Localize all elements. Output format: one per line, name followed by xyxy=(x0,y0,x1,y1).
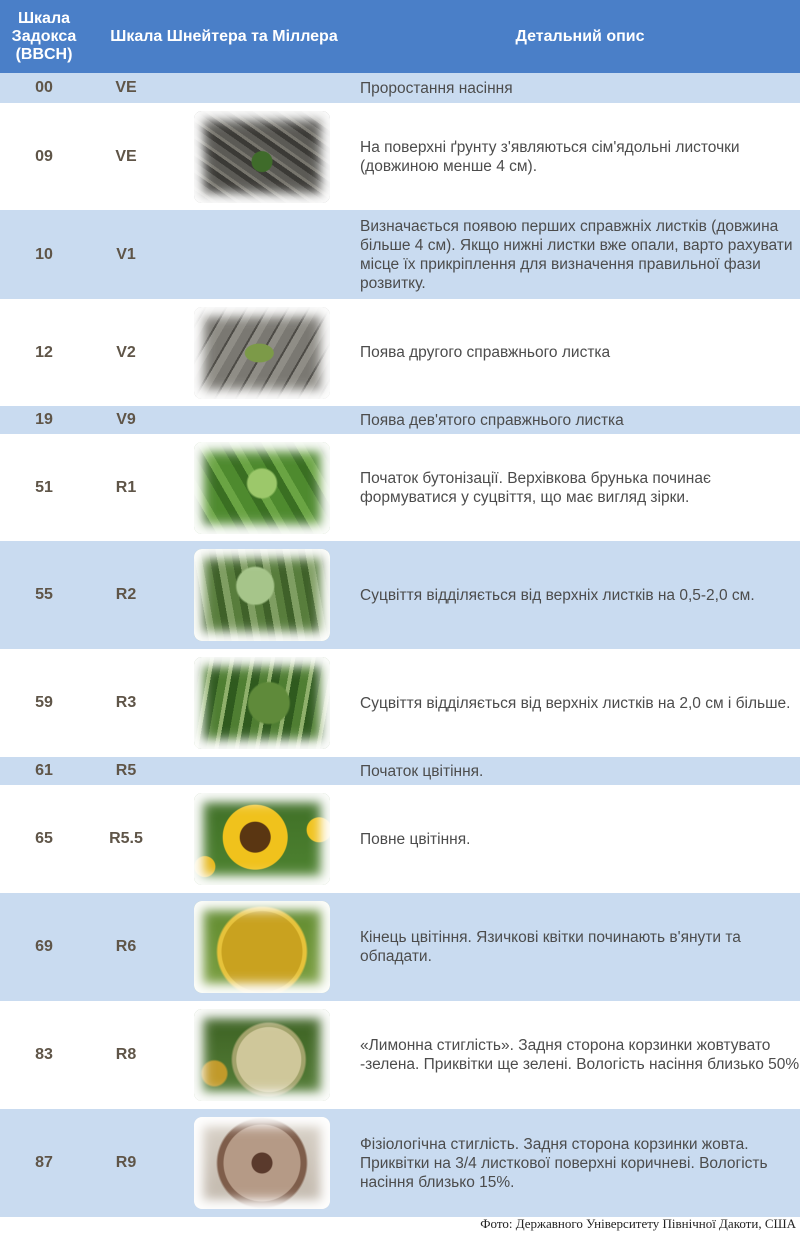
stage-code: V2 xyxy=(88,299,164,406)
photo-cell xyxy=(164,785,360,893)
stage-description: Поява другого справжнього листка xyxy=(360,299,800,406)
zadoks-code: 19 xyxy=(0,406,88,434)
table-row xyxy=(0,1001,800,1109)
table-row xyxy=(0,210,800,299)
photo-cell xyxy=(164,406,360,434)
zadoks-code: 12 xyxy=(0,299,88,406)
header-zadoks-scale: Шкала Задокса (BBCH) xyxy=(0,0,88,73)
stage-code: VE xyxy=(88,103,164,210)
stage-description: Визначається появою перших справжніх листків (довжина більше 4 см). Якщо нижні листки вже опали, варто рахувати місце їх прикріплення для визначення правильної фази розвитку. xyxy=(360,210,800,299)
stage-code: R9 xyxy=(88,1109,164,1217)
zadoks-code: 69 xyxy=(0,893,88,1001)
stage-description: Проростання насіння xyxy=(360,73,800,103)
photo-cell xyxy=(164,103,360,210)
stage-code: V9 xyxy=(88,406,164,434)
table-row xyxy=(0,434,800,541)
seedling-photo xyxy=(194,111,330,203)
table-row xyxy=(0,757,800,785)
photo-cell xyxy=(164,1001,360,1109)
table-row xyxy=(0,785,800,893)
table-header-row xyxy=(0,0,800,73)
table-row xyxy=(0,649,800,757)
stage-code: R1 xyxy=(88,434,164,541)
zadoks-code: 87 xyxy=(0,1109,88,1217)
inflorescence-photo xyxy=(194,549,330,641)
zadoks-code: 00 xyxy=(0,73,88,103)
stage-description: Початок бутонізації. Верхівкова брунька починає формуватися у суцвіття, що має вигляд зірки. xyxy=(360,434,800,541)
photo-cell xyxy=(164,73,360,103)
table-row xyxy=(0,299,800,406)
stage-code: R3 xyxy=(88,649,164,757)
photo-cell xyxy=(164,541,360,649)
stage-description xyxy=(360,1001,800,1109)
table-row xyxy=(0,893,800,1001)
zadoks-code: 61 xyxy=(0,757,88,785)
stage-code: R8 xyxy=(88,1001,164,1109)
photo-cell xyxy=(164,893,360,1001)
description-line: «Лимонна стиглість». Задня сторона корзинки жовтувато xyxy=(360,1037,771,1054)
photo-cell xyxy=(164,299,360,406)
description-line: -зелена. Приквітки ще зелені. Вологість насіння близько 50% xyxy=(360,1056,800,1073)
photo-credit: Фото: Державного Університету Північної Дакоти, США xyxy=(480,1216,796,1231)
stage-code: R2 xyxy=(88,541,164,649)
zadoks-code: 55 xyxy=(0,541,88,649)
bud-photo xyxy=(194,442,330,534)
table-row xyxy=(0,1109,800,1217)
physiological-maturity-photo xyxy=(194,1117,330,1209)
photo-cell xyxy=(164,1109,360,1217)
header-schneiter-miller-scale: Шкала Шнейтера та Міллера xyxy=(88,0,360,73)
stage-code: R5 xyxy=(88,757,164,785)
stage-code: R6 xyxy=(88,893,164,1001)
stage-code: R5.5 xyxy=(88,785,164,893)
stage-description: Початок цвітіння. xyxy=(360,757,800,785)
stage-code: V1 xyxy=(88,210,164,299)
young-plant-photo xyxy=(194,307,330,399)
header-detailed-description: Детальний опис xyxy=(360,0,800,73)
stage-description: Кінець цвітіння. Язичкові квітки починають в'янути та обпадати. xyxy=(360,893,800,1001)
stage-description: Суцвіття відділяється від верхніх листків на 0,5-2,0 см. xyxy=(360,541,800,649)
zadoks-code: 83 xyxy=(0,1001,88,1109)
zadoks-code: 09 xyxy=(0,103,88,210)
zadoks-code: 65 xyxy=(0,785,88,893)
full-bloom-photo xyxy=(194,793,330,885)
zadoks-code: 59 xyxy=(0,649,88,757)
stage-description: Фізіологічна стиглість. Задня сторона корзинки жовта. Приквітки на 3/4 листкової поверхні коричневі. Вологість насіння близько 15%. xyxy=(360,1109,800,1217)
table-row xyxy=(0,406,800,434)
stage-description: Суцвіття відділяється від верхніх листків на 2,0 см і більше. xyxy=(360,649,800,757)
zadoks-code: 10 xyxy=(0,210,88,299)
stage-description: На поверхні ґрунту з'являються сім'ядольні листочки (довжиною менше 4 см). xyxy=(360,103,800,210)
photo-cell xyxy=(164,649,360,757)
stage-description: Поява дев'ятого справжнього листка xyxy=(360,406,800,434)
table-row xyxy=(0,541,800,649)
zadoks-code: 51 xyxy=(0,434,88,541)
table-row xyxy=(0,73,800,103)
photo-cell xyxy=(164,210,360,299)
inflorescence-separated-photo xyxy=(194,657,330,749)
stage-description: Повне цвітіння. xyxy=(360,785,800,893)
end-of-bloom-photo xyxy=(194,901,330,993)
photo-cell xyxy=(164,434,360,541)
lemon-ripeness-photo xyxy=(194,1009,330,1101)
stage-code: VE xyxy=(88,73,164,103)
photo-cell xyxy=(164,757,360,785)
table-row xyxy=(0,103,800,210)
